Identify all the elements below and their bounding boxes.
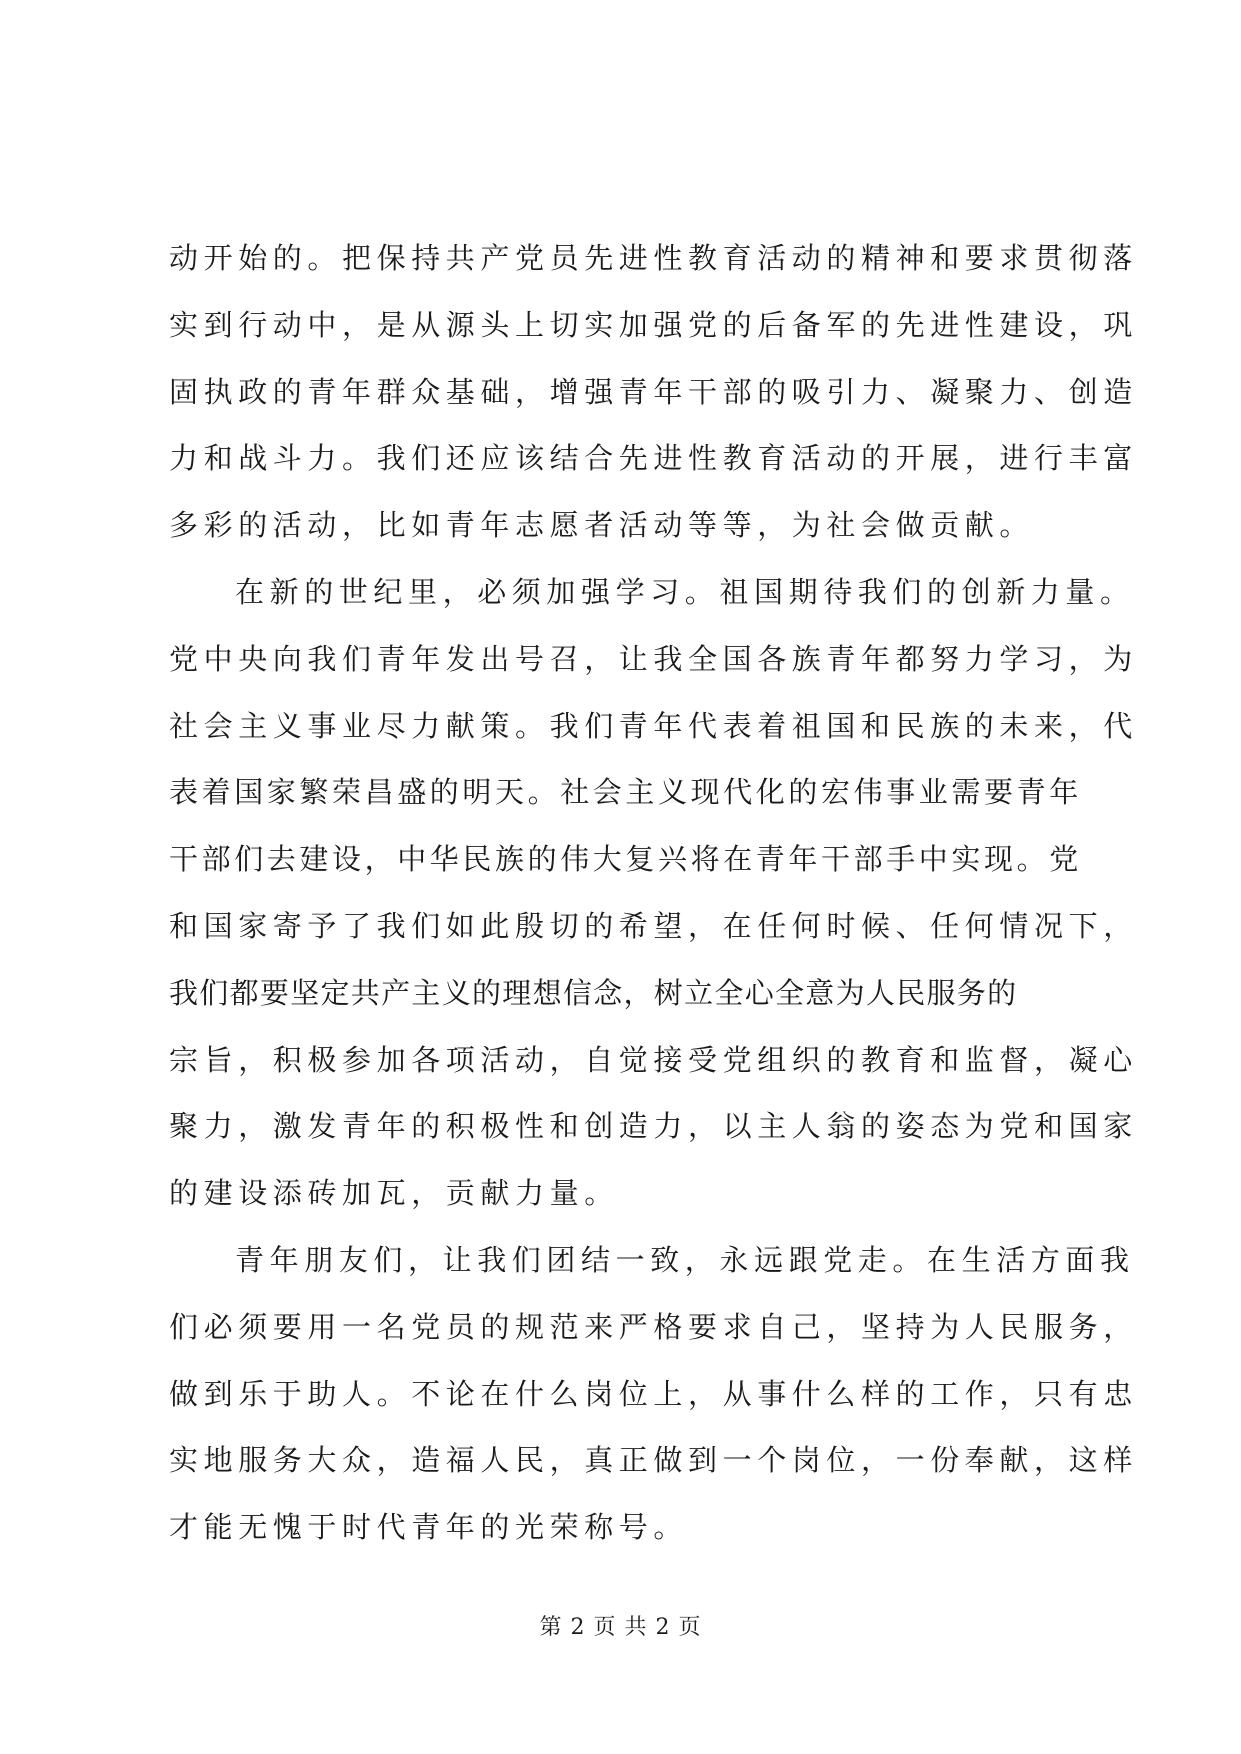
text-line: 实到行动中，是从源头上切实加强党的后备军的先进性建设，巩	[169, 307, 1138, 342]
text-line: 多彩的活动，比如青年志愿者活动等等，为社会做贡献。	[169, 508, 1035, 543]
text-line: 社会主义事业尽力献策。我们青年代表着祖国和民族的未来，代	[169, 708, 1138, 743]
text-line: 才能无愧于时代青年的光荣称号。	[169, 1510, 689, 1545]
text-line: 宗旨，积极参加各项活动，自觉接受党组织的教育和监督，凝心	[169, 1042, 1138, 1077]
text-line: 党中央向我们青年发出号召，让我全国各族青年都努力学习，为	[169, 641, 1138, 676]
paragraph-first-line: 青年朋友们，让我们团结一致，永远跟党走。在生活方面我	[235, 1242, 1135, 1277]
text-line: 的建设添砖加瓦，贡献力量。	[169, 1176, 619, 1211]
text-line: 干部们去建设，中华民族的伟大复兴将在青年干部手中实现。党	[169, 842, 1082, 877]
body-text	[169, 225, 1138, 1561]
text-line: 聚力，激发青年的积极性和创造力，以主人翁的姿态为党和国家	[169, 1109, 1138, 1144]
text-line: 固执政的青年群众基础，增强青年干部的吸引力、凝聚力、创造	[169, 374, 1138, 409]
text-line: 们必须要用一名党员的规范来严格要求自己，坚持为人民服务，	[169, 1309, 1138, 1344]
text-line: 我们都要坚定共产主义的理想信念，树立全心全意为人民服务的	[169, 975, 1018, 1010]
text-line: 实地服务大众，造福人民，真正做到一个岗位，一份奉献，这样	[169, 1443, 1138, 1478]
text-line: 做到乐于助人。不论在什么岗位上，从事什么样的工作，只有忠	[169, 1376, 1138, 1411]
text-line: 力和战斗力。我们还应该结合先进性教育活动的开展，进行丰富	[169, 441, 1138, 476]
text-line: 和国家寄予了我们如此殷切的希望，在任何时候、任何情况下，	[169, 908, 1138, 943]
text-line: 表着国家繁荣昌盛的明天。社会主义现代化的宏伟事业需要青年	[169, 775, 1082, 810]
paragraph-first-line: 在新的世纪里，必须加强学习。祖国期待我们的创新力量。	[235, 574, 1135, 609]
page-footer: 第 2 页 共 2 页	[539, 1615, 702, 1640]
text-line: 动开始的。把保持共产党员先进性教育活动的精神和要求贯彻落	[169, 241, 1138, 275]
